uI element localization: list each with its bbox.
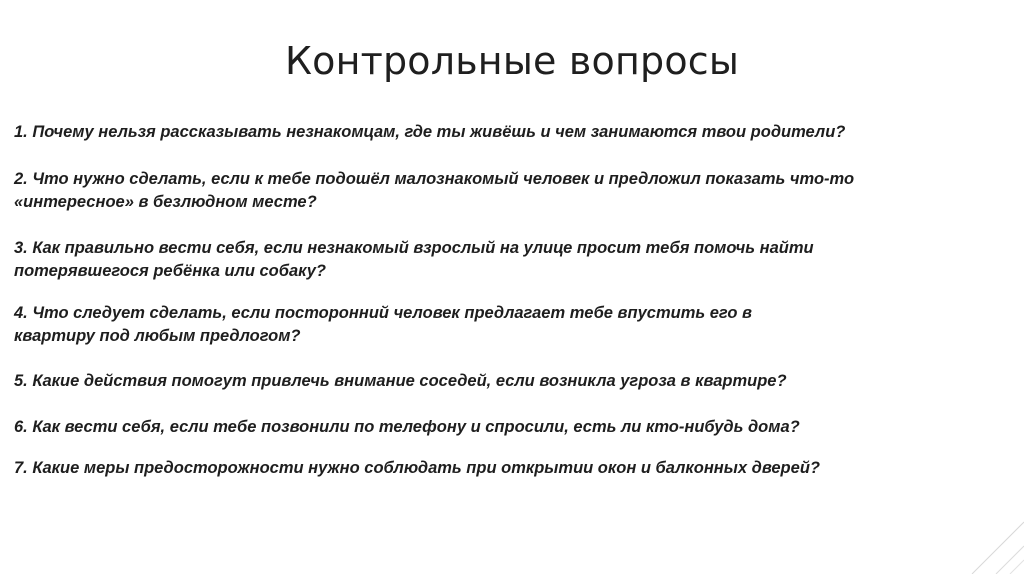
question-2 [14,168,1004,214]
question-1 [14,121,1004,144]
question-2-line-2: «интересное» в безлюдном месте? [14,193,317,211]
question-5 [14,370,1004,393]
corner-line-3 [1010,560,1024,574]
question-4-line-1: 4. Что следует сделать, если посторонний человек предлагает тебе впустить его в [14,304,752,322]
question-2-line-1: 2. Что нужно сделать, если к тебе подошёл малознакомый человек и предложил показать что-то [14,170,855,188]
question-4-line-2: квартиру под любым предлогом? [14,327,301,345]
corner-decoration [934,484,1024,574]
question-6 [14,416,1004,439]
question-1-line-1: 1. Почему нельзя рассказывать незнакомцам, где ты живёшь и чем занимаются твои родители? [14,123,846,141]
question-3 [14,237,1004,283]
question-7-line-1: 7. Какие меры предосторожности нужно соблюдать при открытии окон и балконных дверей? [14,459,820,477]
question-4 [14,302,1004,348]
slide-title: Контрольные вопросы [284,39,740,84]
question-3-line-1: 3. Как правильно вести себя, если незнакомый взрослый на улице просит тебя помочь найти [14,239,814,257]
question-5-line-1: 5. Какие действия помогут привлечь внимание соседей, если возникла угроза в квартире? [14,372,787,390]
question-6-line-1: 6. Как вести себя, если тебе позвонили по телефону и спросили, есть ли кто-нибудь дома? [14,418,800,436]
question-3-line-2: потерявшегося ребёнка или собаку? [14,262,326,280]
question-7 [14,457,1004,480]
corner-line-2 [996,546,1024,574]
corner-line-1 [972,522,1024,574]
